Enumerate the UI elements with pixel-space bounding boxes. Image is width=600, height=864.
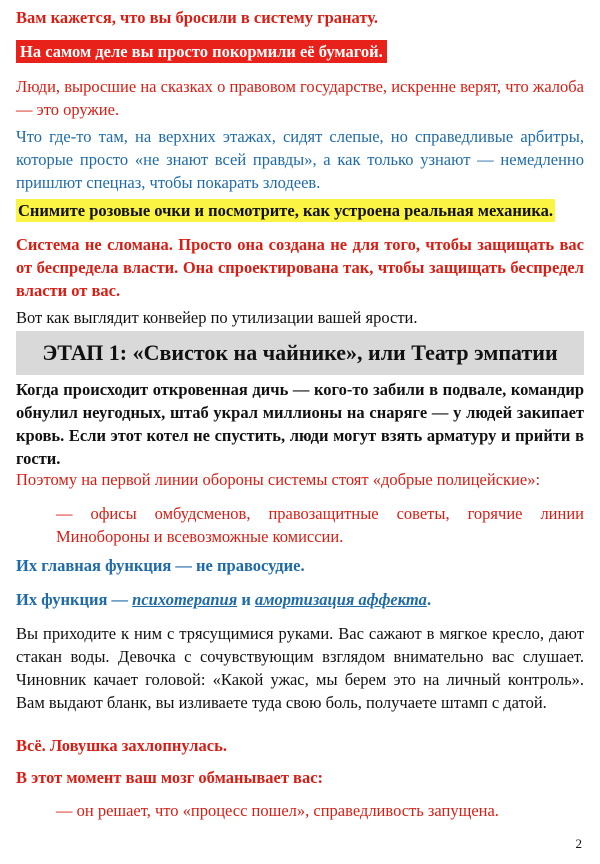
affect-amortization-link[interactable]: амортизация аффекта (255, 590, 427, 609)
highlighted-statement: На самом деле вы просто покормили её бумагой. (16, 40, 387, 63)
section-paragraph-1: Когда происходит откровенная дичь — кого-то забили в подвале, командир обнулил неугодных, штаб украл миллионы на снаряге — у людей закипает кровь. Если этот котел не спустить, люди могут взять арматуру и прийти в гости. (16, 380, 584, 468)
section-paragraph-4 (16, 588, 584, 611)
intro-line-4: Вот как выглядит конвейер по утилизации вашей ярости. (16, 308, 418, 327)
thesis-paragraph: Система не сломана. Просто она создана не для того, чтобы защищать вас от беспредела власти. Она спроектирована так, чтобы защищать беспредел власти от вас. (16, 235, 584, 300)
function-prefix: Их функция — (16, 590, 133, 609)
function-end: . (426, 590, 432, 609)
section-list-item: — офисы омбудсменов, правозащитные советы, горячие линии Минобороны и всевозможные комиссии. (56, 504, 584, 546)
section-paragraph-2: Поэтому на первой линии обороны системы стоят «добрые полицейские»: (16, 470, 541, 489)
section-list-item-2: — он решает, что «процесс пошел», справедливость запущена. (56, 801, 499, 820)
section-paragraph-5: Вы приходите к ним с трясущимися руками. Вас сажают в мягкое кресло, дают стакан воды. Девочка с сочувствующим взглядом внимательно вас слушает. Чиновник качает головой: «Какой ужас, мы берем это на личный контроль». Вам выдают бланк, вы изливаете туда свою боль, получаете штамп с датой. (16, 624, 584, 712)
intro-line-2 (16, 40, 584, 63)
section-heading: ЭТАП 1: «Свисток на чайнике», или Театр эмпатии (16, 331, 584, 375)
page-number: 2 (575, 836, 582, 851)
intro-paragraph-2: Что где-то там, на верхних этажах, сидят слепые, но справедливые арбитры, которые просто «не знают всей правды», а как только узнают — немедленно пришлют спецназ, чтобы покарать злодеев. (16, 127, 584, 192)
section-paragraph-6: Всё. Ловушка захлопнулась. (16, 736, 227, 755)
section-paragraph-3: Их главная функция — не правосудие. (16, 556, 305, 575)
intro-line-1: Вам кажется, что вы бросили в систему гранату. (16, 8, 378, 27)
yellow-highlighted-statement: Снимите розовые очки и посмотрите, как устроена реальная механика. (18, 201, 553, 220)
intro-line-3 (16, 199, 584, 222)
function-and: и (237, 590, 255, 609)
intro-paragraph-1: Люди, выросшие на сказках о правовом государстве, искренне верят, что жалоба — это оружие. (16, 77, 584, 119)
psychotherapy-link[interactable]: психотерапия (132, 590, 238, 609)
section-paragraph-7: В этот момент ваш мозг обманывает вас: (16, 768, 324, 787)
